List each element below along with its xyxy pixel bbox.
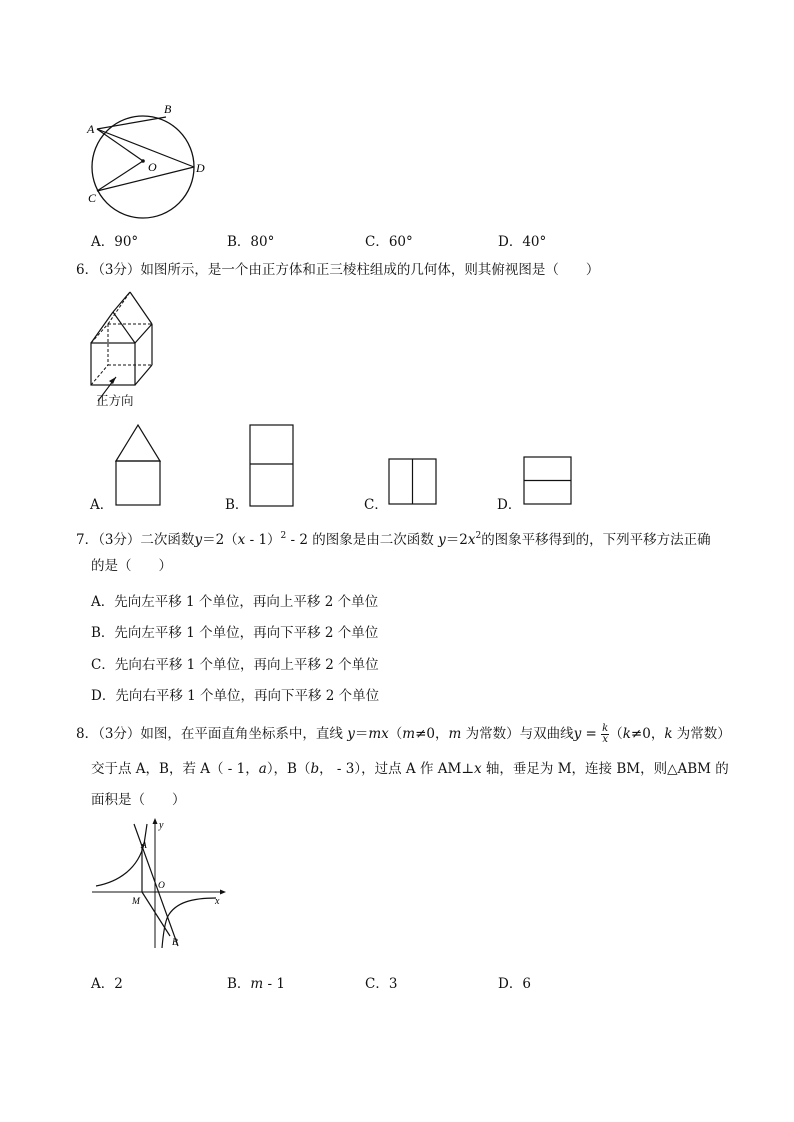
- q5-label-D: D: [196, 161, 205, 175]
- q6-option-b-figure[interactable]: [249, 424, 295, 508]
- q8-label-B: B: [172, 938, 178, 948]
- q5-label-B: B: [164, 102, 172, 116]
- q8-option-b[interactable]: B．m - 1: [227, 976, 285, 992]
- q6-stem: 6．（3分）如图所示，是一个由正方体和正三棱柱组成的几何体，则其俯视图是（ ）: [76, 262, 600, 278]
- q5-option-c[interactable]: C．60°: [365, 234, 413, 250]
- q8-label-O: O: [158, 881, 165, 891]
- q7-option-b[interactable]: B．先向左平移 1 个单位，再向下平移 2 个单位: [91, 625, 379, 641]
- q7-stem-line2: 的是（ ）: [91, 558, 172, 574]
- q5-label-C: C: [88, 191, 97, 205]
- q8-label-M: M: [132, 897, 140, 907]
- q6-direction-label: 正方向: [96, 393, 134, 408]
- q8-label-A: A: [141, 841, 147, 851]
- q5-option-b[interactable]: B．80°: [227, 234, 275, 250]
- q8-stem-line1: 8．（3分）如图，在平面直角坐标系中，直线 y＝mx（m≠0，m 为常数）与双曲线y = $\frac{k}{x}$ （k≠0，k 为常数）: [76, 723, 731, 745]
- q8-stem-line2: 交于点 A，B，若 A（ - 1，a），B（b， - 3），过点 A 作 AM⊥x 轴，垂足为 M，连接 BM，则△ABM 的: [91, 761, 729, 777]
- q8-option-a[interactable]: A．2: [91, 976, 123, 992]
- q5-option-d[interactable]: D．40°: [498, 234, 547, 250]
- q8-label-y: y: [159, 820, 164, 831]
- q5-circle-figure: [80, 95, 220, 225]
- q6-option-a-figure[interactable]: [114, 421, 164, 507]
- q7-option-c[interactable]: C．先向右平移 1 个单位，再向上平移 2 个单位: [91, 657, 379, 673]
- q8-option-d[interactable]: D．6: [498, 976, 531, 992]
- q6-option-c-figure[interactable]: [388, 458, 438, 506]
- q8-stem-line3: 面积是（ ）: [91, 792, 186, 808]
- q6-option-a-letter[interactable]: A．: [90, 497, 114, 513]
- q6-option-d-letter[interactable]: D．: [497, 497, 522, 513]
- q8-label-x: x: [215, 896, 220, 907]
- q6-option-b-letter[interactable]: B．: [225, 497, 249, 513]
- q6-option-d-figure[interactable]: [523, 456, 573, 506]
- q6-option-c-letter[interactable]: C．: [364, 497, 388, 513]
- q5-label-O: O: [148, 160, 157, 174]
- q8-coordinate-figure: [88, 814, 228, 949]
- q5-option-a[interactable]: A．90°: [91, 234, 139, 250]
- q5-label-A: A: [87, 122, 95, 136]
- q7-option-a[interactable]: A．先向左平移 1 个单位，再向上平移 2 个单位: [91, 594, 379, 610]
- q8-fraction: $\frac{k}{x}$: [602, 723, 609, 745]
- q7-option-d[interactable]: D．先向右平移 1 个单位，再向下平移 2 个单位: [91, 688, 380, 704]
- q8-option-c[interactable]: C．3: [365, 976, 398, 992]
- q7-stem-line1: 7．（3分）二次函数y＝2（x - 1）$^2$ - 2 的图象是由二次函数 $y=2x^2$的图象平移得到的，下列平移方法正确: [76, 531, 711, 548]
